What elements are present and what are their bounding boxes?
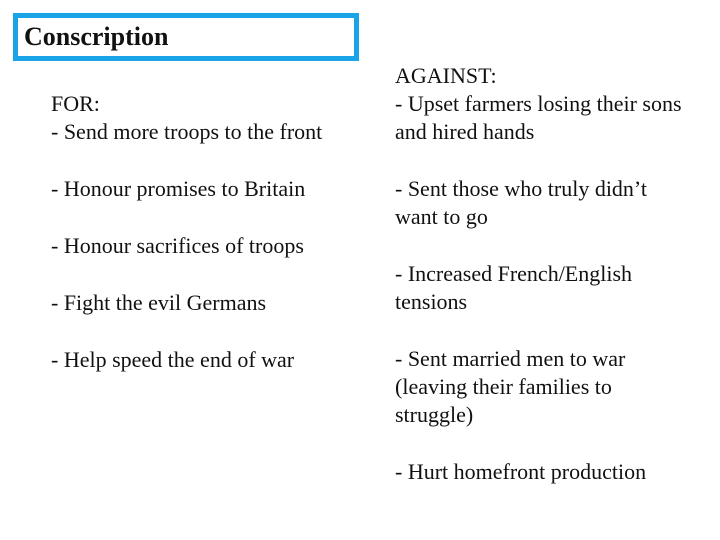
title-box <box>13 13 359 61</box>
against-heading: AGAINST: <box>395 63 497 88</box>
for-item: - Send more troops to the front <box>51 119 323 144</box>
for-heading: FOR: <box>51 91 100 116</box>
against-item: - Upset farmers losing their sons and hired hands <box>395 91 682 144</box>
against-item: - Sent those who truly didn’t want to go <box>395 176 647 229</box>
for-item: - Fight the evil Germans <box>51 290 267 315</box>
for-item: - Honour sacrifices of troops <box>51 233 304 258</box>
page-title: Conscription <box>24 22 169 51</box>
for-column <box>51 90 371 374</box>
for-item: - Help speed the end of war <box>51 347 295 372</box>
for-item: - Honour promises to Britain <box>51 176 306 201</box>
against-column <box>395 62 695 486</box>
against-item: - Increased French/English tensions <box>395 261 633 314</box>
against-item: - Sent married men to war (leaving their families to struggle) <box>395 346 626 427</box>
against-item: - Hurt homefront production <box>395 459 647 484</box>
